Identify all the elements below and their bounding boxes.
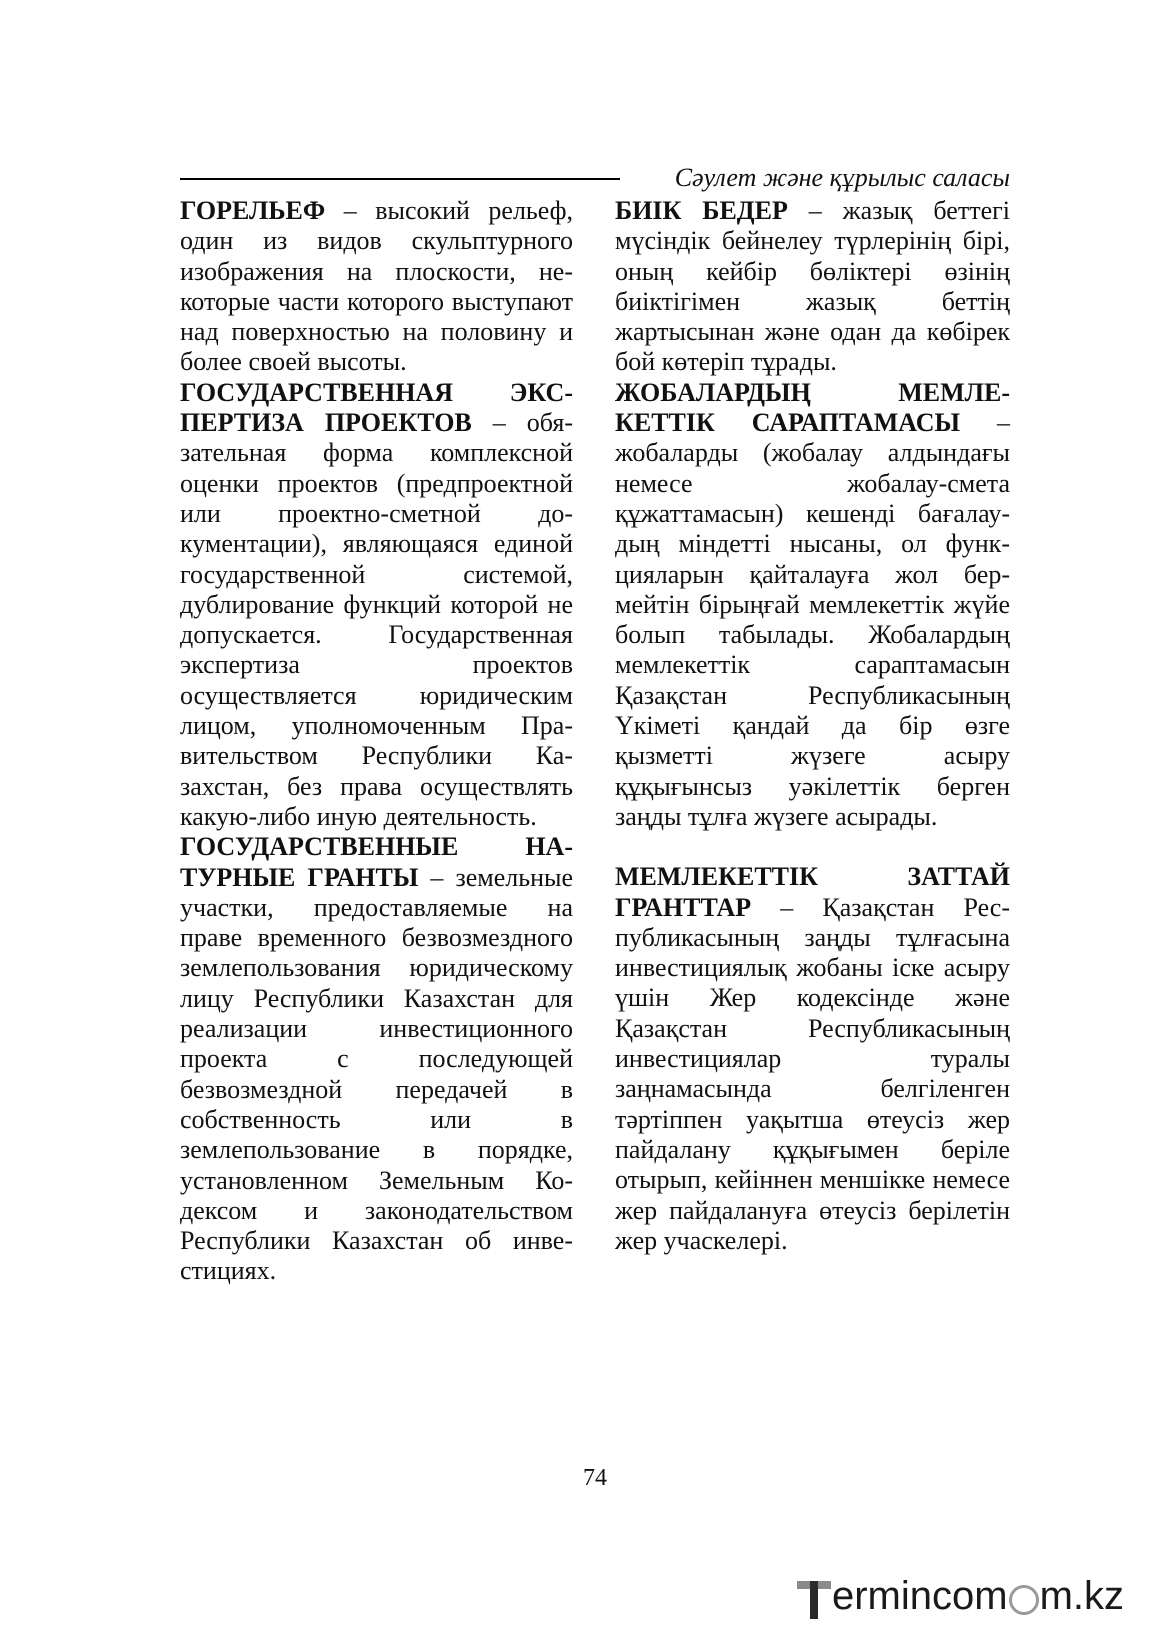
- entry-definition: – Қазақстан Республикасының заңды тұлғасына инвестициялық жобаны іске асыру үшін Жер кодексінде және Қазақстан Республикасының инвестициялар туралы заңнамасында белгіленген тәртіппен уақытша өтеусіз жер пайдалану құқығымен беріле отырып, кейіннен меншікке немесе жер пайдалануға өтеусіз берілетін жер учаскелері.: [615, 892, 1010, 1255]
- t-letter-icon: [797, 1581, 831, 1619]
- entry-definition: – обязательная форма комплексной оценки проектов (предпроектной или проектно-сметной документации), являющаяся единой государственной системой, дублирование функций которой не допускается. Государственная экспертиза проектов осуществляется юридическим лицом, уполномоченным Правительством Республики Казахстан, без права осуществлять какую-либо иную деятельность.: [180, 408, 574, 831]
- entry-term: БИІК БЕДЕР: [615, 196, 788, 225]
- glossary-entry: [615, 862, 1010, 1256]
- header-rule: [180, 178, 620, 180]
- glossary-entry: [615, 378, 1010, 832]
- entry-term: ЖОБАЛАРДЫҢ МЕМЛЕКЕТТІК САРАПТАМАСЫ: [615, 377, 1010, 438]
- entry-term: ГОСУДАРСТВЕННЫЕ НАТУРНЫЕ ГРАНТЫ: [180, 832, 573, 892]
- entry-term: МЕМЛЕКЕТТІК ЗАТТАЙ ГРАНТТАР: [615, 862, 1010, 922]
- o-ring-icon: [1009, 1585, 1039, 1615]
- right-column: [615, 196, 1010, 1256]
- glossary-entry: [615, 196, 1010, 378]
- entry-definition: – жазық беттегі мүсіндік бейнелеу түрлерінің бірі, оның кейбір бөліктері өзінің биіктігімен жазық беттің жартысынан және одан да көбірек бой көтеріп тұрады.: [615, 196, 1010, 377]
- entry-definition: – земельные участки, предоставляемые на праве временного безвозмездного землепользования юридическому лицу Республики Казахстан для реализации инвестиционного проекта с последующей безвозмездной передачей в собственность или в землепользование в порядке, установленном Земельным Кодексом и законодательством Республики Казахстан об инвестициях.: [180, 862, 574, 1286]
- running-title: Сәулет және құрылыс саласы: [674, 163, 1010, 192]
- watermark-suffix: m.kz: [1039, 1574, 1124, 1618]
- glossary-entry: [180, 196, 573, 378]
- entry-term: ГОСУДАРСТВЕННАЯ ЭКСПЕРТИЗА ПРОЕКТОВ: [180, 377, 573, 438]
- glossary-entry: [180, 378, 573, 832]
- left-column: [180, 196, 573, 1287]
- watermark-prefix: ermincom: [831, 1574, 1008, 1618]
- page-number: 74: [583, 1465, 607, 1491]
- entry-definition: – жобаларды (жобалау алдындағы немесе жобалау-смета құжаттамасын) кешенді бағалаудың міндетті нысаны, ол функцияларын қайталауға жол бермейтін бірыңғай мемлекеттік жүйе болып табылады. Жобалардың мемлекеттік сараптамасын Қазақстан Республикасының Үкіметі қандай да бір өзге қызметті жүзеге асыру құқығынсыз уәкілеттік берген заңды тұлға жүзеге асырады.: [615, 408, 1011, 831]
- glossary-entry: [180, 832, 573, 1286]
- termincom-watermark-logo: [797, 1574, 1124, 1619]
- entry-definition: – высокий рельеф, один из видов скульптурного изображения на плоскости, некоторые части которого выступают над поверхностью на половину и более своей высоты.: [180, 196, 573, 377]
- entry-term: ГОРЕЛЬЕФ: [180, 196, 326, 225]
